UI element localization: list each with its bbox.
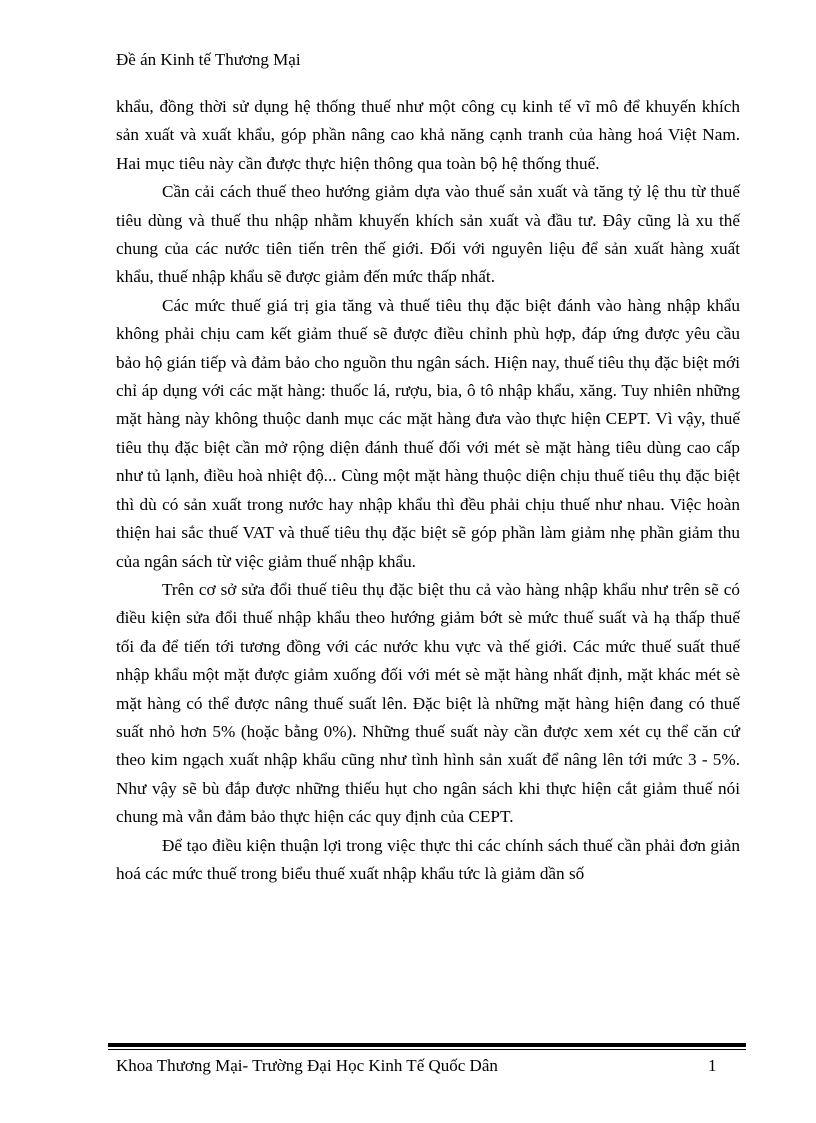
footer-divider [108, 1043, 746, 1050]
paragraph: Các mức thuế giá trị gia tăng và thuế tiêu thụ đặc biệt đánh vào hàng nhập khẩu không phải chịu cam kết giảm thuế sẽ được điều chỉnh phù hợp, đáp ứng được yêu cầu bảo hộ gián tiếp và đảm bảo cho nguồn thu ngân sách. Hiện nay, thuế tiêu thụ đặc biệt mới chỉ áp dụng với các mặt hàng: thuốc lá, rượu, bia, ô tô nhập khẩu, xăng. Tuy nhiên những mặt hàng này không thuộc danh mục các mặt hàng đưa vào thực hiện CEPT. Vì vậy, thuế tiêu thụ đặc biệt cần mở rộng diện đánh thuế đối với mét sè mặt hàng tiêu dùng cao cấp như tủ lạnh, điều hoà nhiệt độ... Cùng một mặt hàng thuộc diện chịu thuế tiêu thụ đặc biệt thì dù có sản xuất trong nước hay nhập khẩu thì đều phải chịu thuế như nhau. Việc hoàn thiện hai sắc thuế VAT và thuế tiêu thụ đặc biệt sẽ góp phần làm giảm nhẹ phần giảm thu của ngân sách từ việc giảm thuế nhập khẩu. [116, 295, 740, 571]
paragraph: Cần cải cách thuế theo hướng giảm dựa vào thuế sản xuất và tăng tỷ lệ thu từ thuế tiêu dùng và thuế thu nhập nhằm khuyến khích sản xuất và đầu tư. Đây cũng là xu thế chung của các nước tiên tiến trên thế giới. Đối với nguyên liệu để sản xuất hàng xuất khẩu, thuế nhập khẩu sẽ được giảm đến mức thấp nhất. [116, 182, 740, 287]
footer-institution: Khoa Thương Mại- Trường Đại Học Kinh Tế Quốc Dân [116, 1056, 498, 1075]
page-header-title: Đề án Kinh tế Thương Mại [116, 50, 301, 69]
page-number: 1 [708, 1056, 717, 1075]
paragraph: khẩu, đồng thời sử dụng hệ thống thuế như một công cụ kinh tế vĩ mô để khuyến khích sản xuất và xuất khẩu, góp phần nâng cao khả năng cạnh tranh của hàng hoá Việt Nam. Hai mục tiêu này cần được thực hiện thông qua toàn bộ hệ thống thuế. [116, 97, 740, 173]
document-body [116, 93, 740, 888]
paragraph: Để tạo điều kiện thuận lợi trong việc thực thi các chính sách thuế cần phải đơn giản hoá các mức thuế trong biểu thuế xuất nhập khẩu tức là giảm dần số [116, 835, 740, 883]
paragraph: Trên cơ sở sửa đổi thuế tiêu thụ đặc biệt thu cả vào hàng nhập khẩu như trên sẽ có điều kiện sửa đổi thuế nhập khẩu theo hướng giảm bớt sè mức thuế suất và hạ thấp thuế tối đa để tiến tới tương đồng với các nước khu vực và thế giới. Các mức thuế suất thuế nhập khẩu một mặt được giảm xuống đối với mét sè mặt hàng nhất định, mặt khác mét sè mặt hàng có thể được nâng thuế suất lên. Đặc biệt là những mặt hàng hiện đang có thuế suất nhỏ hơn 5% (hoặc bằng 0%). Những thuế suất này cần được xem xét cụ thể căn cứ theo kim ngạch xuất nhập khẩu cũng như tình hình sản xuất để nâng lên tới mức 3 - 5%. Như vậy sẽ bù đắp được những thiếu hụt cho ngân sách khi thực hiện cắt giảm thuế nói chung mà vẫn đảm bảo thực hiện các quy định của CEPT. [116, 579, 740, 827]
